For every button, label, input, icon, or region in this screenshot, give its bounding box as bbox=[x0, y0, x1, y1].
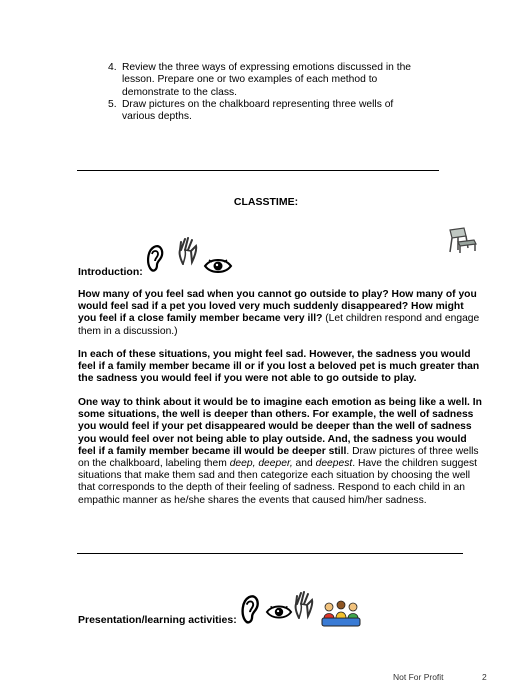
page-number: 2 bbox=[482, 672, 487, 682]
footer-note: Not For Profit bbox=[393, 672, 444, 682]
hand-icon bbox=[176, 236, 200, 266]
step-text: Draw pictures on the chalkboard representing three wells of various depths. bbox=[122, 98, 394, 123]
well-label-deepest: deepest bbox=[315, 458, 353, 470]
step-item bbox=[108, 99, 428, 124]
step-item bbox=[108, 62, 428, 99]
eye-icon bbox=[203, 257, 233, 275]
intro-paragraph-1 bbox=[78, 289, 484, 338]
intro-question-text: How many of you feel sad when you cannot go outside to play? How many of you would feel sad if a pet you loved very much suddenly disappeared? How might you feel if a close family member became very ill? bbox=[78, 289, 477, 325]
preparation-steps bbox=[108, 62, 428, 123]
section-divider bbox=[77, 553, 463, 554]
presentation-activities-label: Presentation/learning activities: bbox=[78, 614, 237, 626]
section-divider bbox=[77, 170, 439, 171]
sadness-comparison-text: In each of these situations, you might feel sad. However, the sadness you would feel if a family member became ill or if you lost a beloved pet is much greater than the sadness you would feel if you were not able to go outside to play. bbox=[78, 349, 480, 385]
introduction-label: Introduction: bbox=[78, 266, 143, 278]
ear-icon bbox=[146, 244, 164, 274]
step-text: Review the three ways of expressing emotions discussed in the lesson. Prepare one or two examples of each method to demonstrate to the class. bbox=[122, 62, 412, 98]
well-analogy-text: One way to think about it would be to imagine each emotion as being like a well. In some situations, the well is deeper than others. For example, the well of sadness you would feel if your pet disappeared would be deeper than the well of sadness you would feel over not being able to play outside. And, the sadness you would feel if a family member became ill would be deeper still bbox=[78, 397, 482, 457]
ear-icon bbox=[240, 594, 260, 626]
well-label-deep-deeper: deep, deeper, bbox=[229, 458, 293, 470]
intro-instruction-text: (Let children respond and engage them in a discussion.) bbox=[78, 313, 480, 337]
well-instruction-text: . Draw pictures of three wells on the chalkboard, labeling them bbox=[78, 445, 479, 470]
step-number: 5. bbox=[108, 98, 117, 110]
well-activity-text: . Have the children suggest situations that make them sad and then categorize each situation by choosing the well that corresponds to the depth of their feeling of sadness. Respond to each child in an empathic manner as he/she shares the events that caused him/her sadness. bbox=[78, 458, 478, 506]
classtime-heading: CLASSTIME: bbox=[233, 196, 299, 208]
chair-desk-icon bbox=[444, 226, 478, 254]
intro-paragraph-2 bbox=[78, 349, 484, 386]
eye-icon bbox=[265, 603, 293, 621]
children-group-icon bbox=[320, 598, 362, 628]
hand-icon bbox=[292, 590, 316, 620]
connector-text: and bbox=[292, 458, 316, 470]
step-number: 4. bbox=[108, 62, 117, 73]
intro-paragraph-3 bbox=[78, 397, 484, 507]
